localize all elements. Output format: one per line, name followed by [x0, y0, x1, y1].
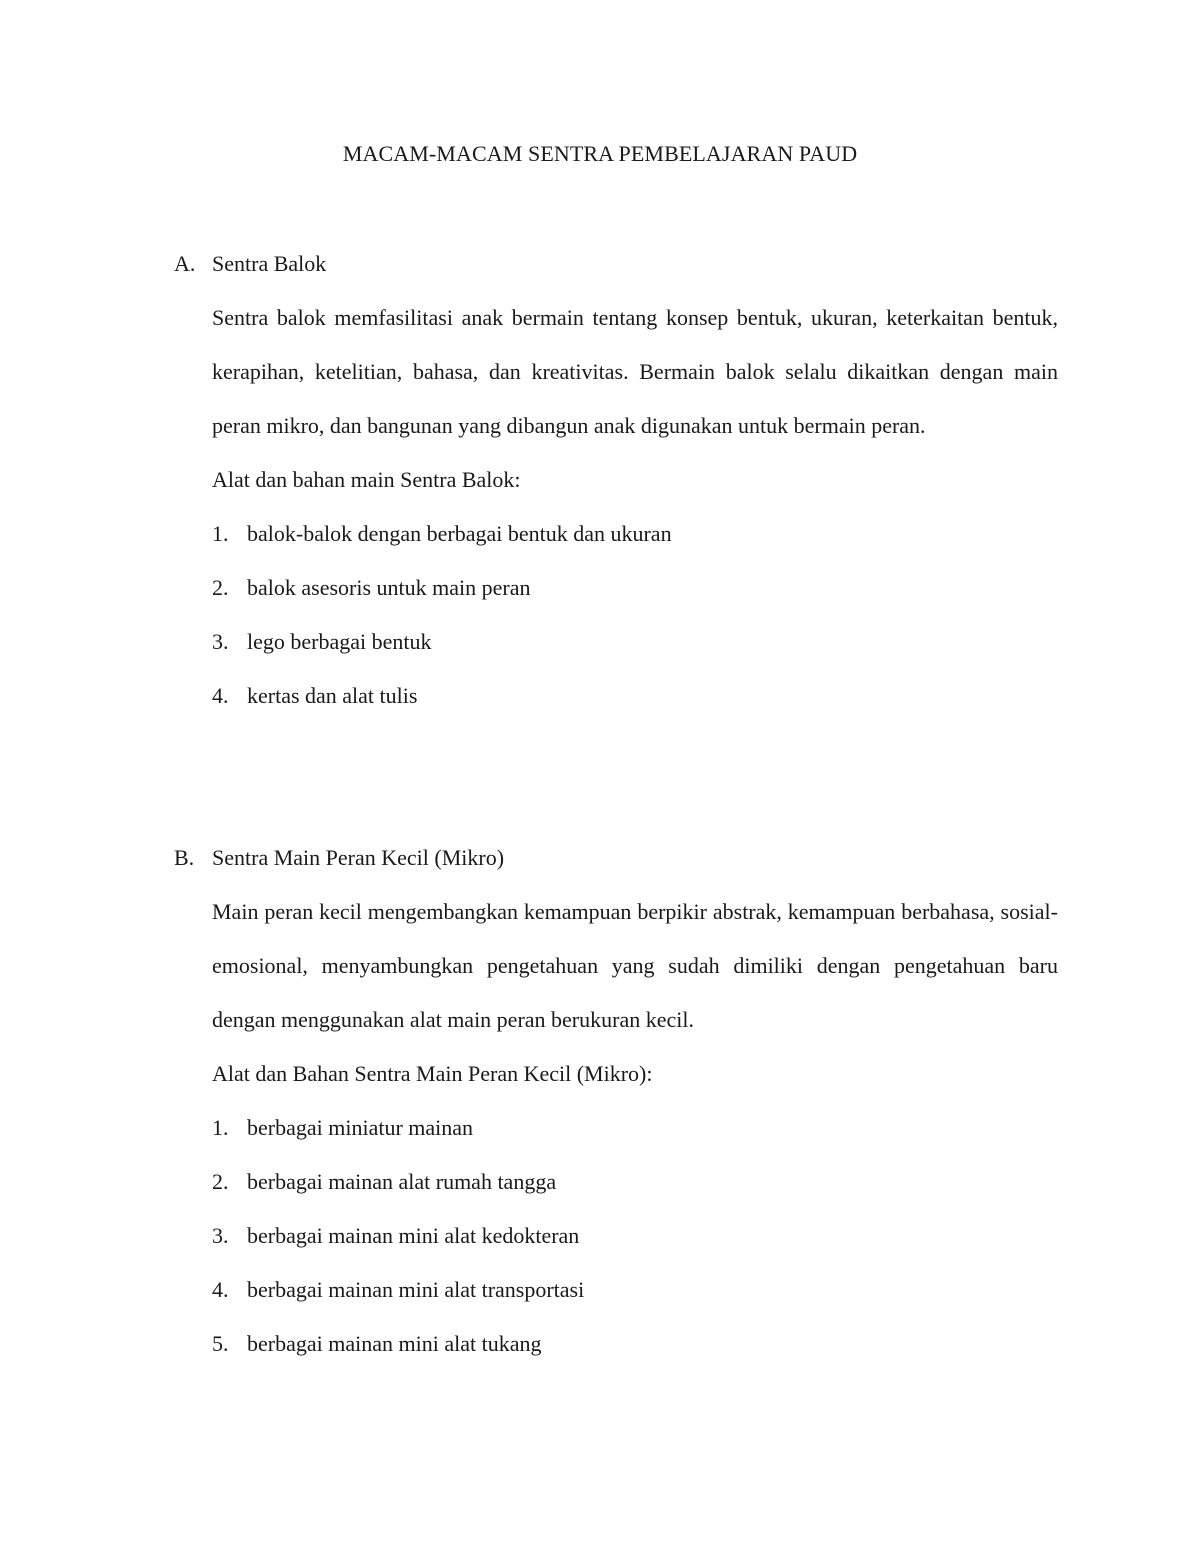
list-item-text: balok asesoris untuk main peran: [247, 575, 531, 600]
list-item-text: balok-balok dengan berbagai bentuk dan ukuran: [247, 521, 672, 546]
section-paragraph: Sentra balok memfasilitasi anak bermain tentang konsep bentuk, ukuran, keterkaitan bentuk, kerapihan, ketelitian, bahasa, dan kreativitas. Bermain balok selalu dikaitkan dengan main peran mikro, dan bangunan yang dibangun anak digunakan untuk bermain peran.: [212, 305, 1058, 438]
list-item-text: berbagai miniatur mainan: [247, 1115, 474, 1140]
list-item: [212, 615, 1058, 669]
list-item-number: 2.: [212, 1169, 229, 1194]
section-sentra-balok: [174, 246, 1058, 723]
section-heading: [174, 246, 1058, 282]
list-item-number: 1.: [212, 1115, 229, 1140]
list-item: [212, 1101, 1058, 1155]
section-body: [212, 291, 1058, 723]
list-item-number: 3.: [212, 629, 229, 654]
numbered-list: [212, 1101, 1058, 1371]
list-item-text: berbagai mainan mini alat kedokteran: [247, 1223, 580, 1248]
list-item-number: 3.: [212, 1223, 229, 1248]
list-intro: Alat dan Bahan Sentra Main Peran Kecil (Mikro):: [212, 1061, 653, 1086]
list-item-number: 4.: [212, 683, 229, 708]
list-item-text: berbagai mainan alat rumah tangga: [247, 1169, 557, 1194]
section-letter: A.: [174, 251, 196, 276]
list-item-number: 5.: [212, 1331, 229, 1356]
list-item: [212, 507, 1058, 561]
list-intro: Alat dan bahan main Sentra Balok:: [212, 467, 521, 492]
list-item: [212, 1263, 1058, 1317]
list-item: [212, 1155, 1058, 1209]
section-title: Sentra Main Peran Kecil (Mikro): [212, 845, 505, 870]
list-item-text: kertas dan alat tulis: [247, 683, 418, 708]
list-item: [212, 1317, 1058, 1371]
section-title: Sentra Balok: [212, 251, 327, 276]
numbered-list: [212, 507, 1058, 723]
list-item-number: 4.: [212, 1277, 229, 1302]
list-item: [212, 669, 1058, 723]
section-sentra-main-peran-kecil: [174, 840, 1058, 1371]
list-item-text: berbagai mainan mini alat tukang: [247, 1331, 542, 1356]
section-letter: B.: [174, 845, 195, 870]
section-heading: [174, 840, 1058, 876]
section-body: [212, 885, 1058, 1371]
list-item-text: lego berbagai bentuk: [247, 629, 432, 654]
section-paragraph: Main peran kecil mengembangkan kemampuan berpikir abstrak, kemampuan berbahasa, sosial-emosional, menyambungkan pengetahuan yang sudah dimiliki dengan pengetahuan baru dengan menggunakan alat main peran berukuran kecil.: [212, 899, 1058, 1032]
list-item-text: berbagai mainan mini alat transportasi: [247, 1277, 585, 1302]
list-item-number: 1.: [212, 521, 229, 546]
list-item: [212, 561, 1058, 615]
list-item-number: 2.: [212, 575, 229, 600]
list-item: [212, 1209, 1058, 1263]
page-title: MACAM-MACAM SENTRA PEMBELAJARAN PAUD: [342, 141, 858, 166]
